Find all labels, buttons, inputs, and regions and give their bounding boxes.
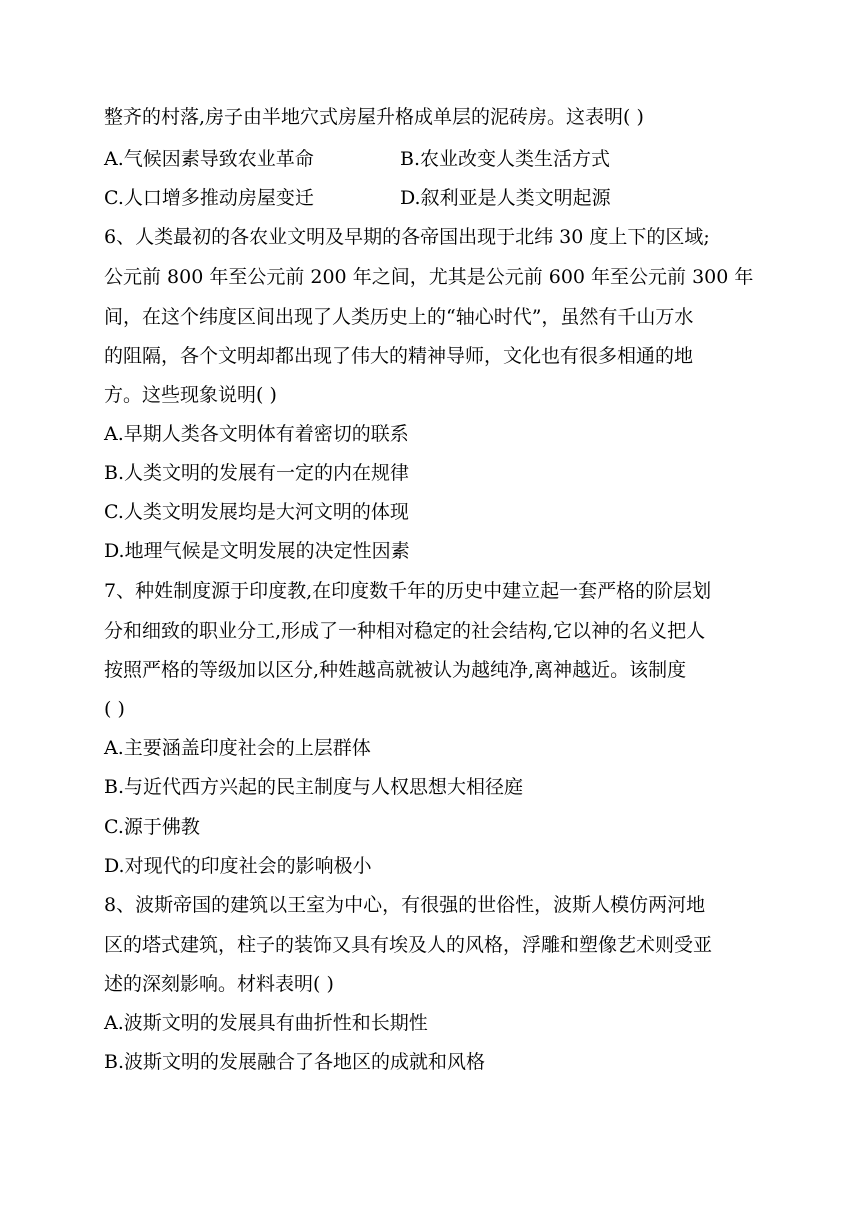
q8-stem-line: 述的深刻影响。材料表明( ) (104, 973, 334, 995)
q8-option-a: A.波斯文明的发展具有曲折性和长期性 (104, 1012, 428, 1034)
q6-option-d: D.地理气候是文明发展的决定性因素 (104, 540, 410, 562)
q5-option-b: B.农业改变人类生活方式 (400, 148, 611, 170)
q6-stem-line: 公元前 800 年至公元前 200 年之间，尤其是公元前 600 年至公元前 300 年 (104, 266, 754, 288)
q5-option-d: D.叙利亚是人类文明起源 (400, 187, 611, 209)
q7-option-c: C.源于佛教 (104, 816, 200, 838)
q7-stem-line: 按照严格的等级加以区分,种姓越高就被认为越纯净,离神越近。该制度 (104, 659, 687, 681)
q8-option-b: B.波斯文明的发展融合了各地区的成就和风格 (104, 1051, 486, 1073)
q7-option-b: B.与近代西方兴起的民主制度与人权思想大相径庭 (104, 776, 524, 798)
q6-option-a: A.早期人类各文明体有着密切的联系 (104, 423, 409, 445)
q7-stem-line: 7、种姓制度源于印度教,在印度数千年的历史中建立起一套严格的阶层划 (104, 580, 712, 602)
q7-stem-line: 分和细致的职业分工,形成了一种相对稳定的社会结构,它以神的名义把人 (104, 620, 706, 642)
q8-stem-line: 区的塔式建筑，柱子的装饰又具有埃及人的风格，浮雕和塑像艺术则受亚 (104, 934, 713, 956)
q7-option-d: D.对现代的印度社会的影响极小 (104, 855, 372, 877)
q6-stem-line: 方。这些现象说明( ) (104, 384, 277, 406)
q6-option-c: C.人类文明发展均是大河文明的体现 (104, 501, 409, 523)
q5-option-c: C.人口增多推动房屋变迁 (104, 187, 314, 209)
q6-stem-line: 间，在这个纬度区间出现了人类历史上的“轴心时代”，虽然有千山万水 (104, 306, 694, 328)
q6-stem-line: 6、人类最初的各农业文明及早期的各帝国出现于北纬 30 度上下的区域; (104, 226, 710, 248)
q6-stem-line: 的阻隔，各个文明却都出现了伟大的精神导师，文化也有很多相通的地 (104, 345, 694, 367)
q7-stem-line: ( ) (104, 698, 125, 720)
q7-option-a: A.主要涵盖印度社会的上层群体 (104, 737, 371, 759)
q6-option-b: B.人类文明的发展有一定的内在规律 (104, 462, 410, 484)
q5-stem-line: 整齐的村落,房子由半地穴式房屋升格成单层的泥砖房。这表明( ) (104, 106, 644, 128)
q5-option-a: A.气候因素导致农业革命 (104, 148, 314, 170)
q8-stem-line: 8、波斯帝国的建筑以王室为中心，有很强的世俗性，波斯人模仿两河地 (104, 894, 706, 916)
